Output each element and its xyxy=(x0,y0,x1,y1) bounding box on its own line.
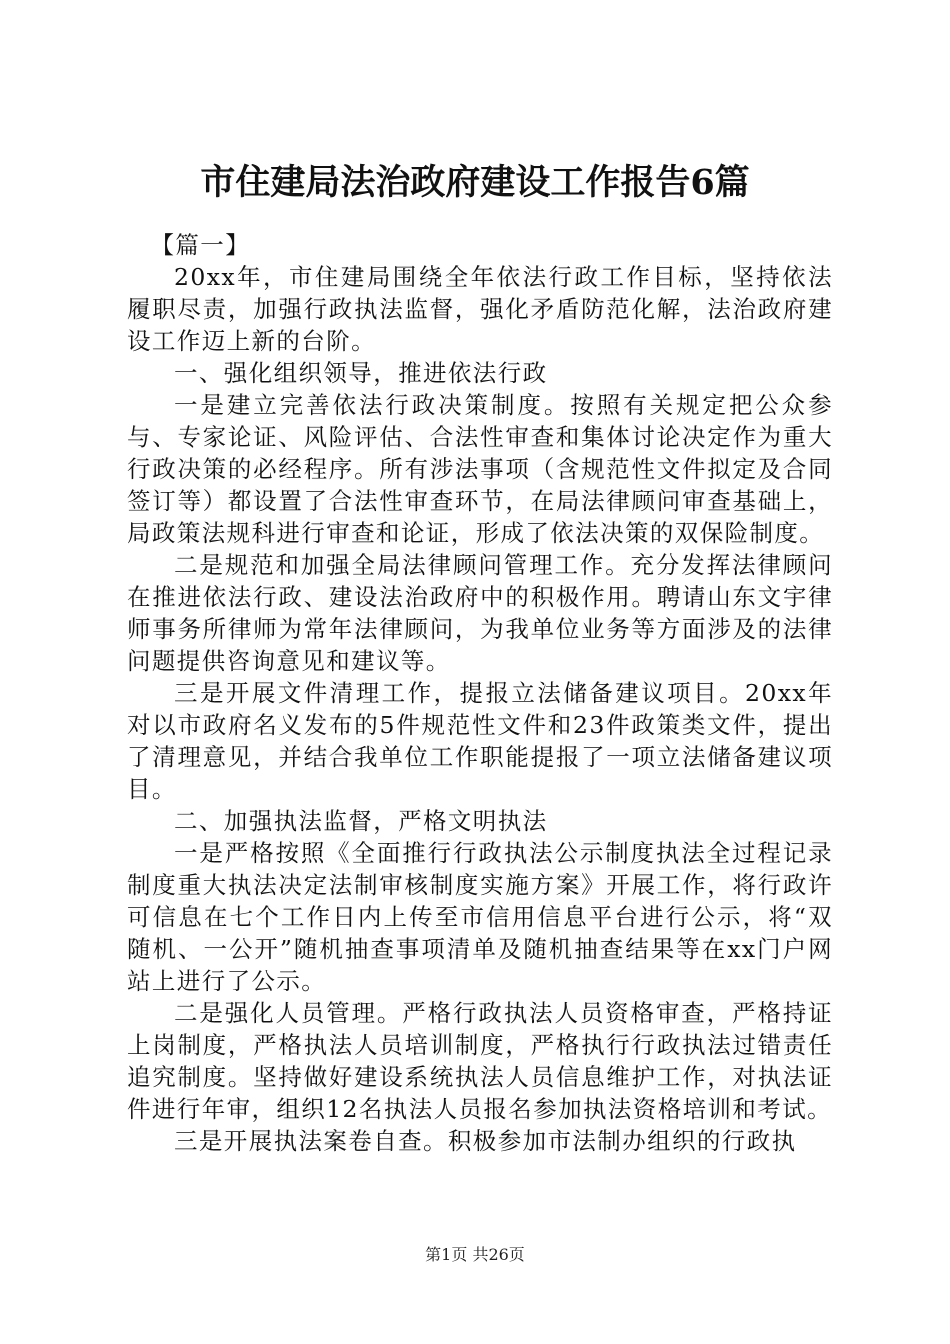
section-heading: 二、加强执法监督，严格文明执法 xyxy=(174,807,548,835)
paragraph: 一是建立完善依法行政决策制度。按照有关规定把公众参与、专家论证、风险评估、合法性审查和集体讨论决定作为重大行政决策的必经程序。所有涉法事项（含规范性文件拟定及合同签订等）都设置了合法性审查环节，在局法律顾问审查基础上，局政策法规科进行审查和论证，形成了依法决策的双保险制度。 xyxy=(127,391,833,547)
page-footer: 第1页 共26页 xyxy=(425,1245,525,1264)
section-tag: 【篇一】 xyxy=(150,231,251,259)
document-title: 市住建局法治政府建设工作报告6篇 xyxy=(200,162,750,203)
paragraph: 二是规范和加强全局法律顾问管理工作。充分发挥法律顾问在推进依法行政、建设法治政府中的积极作用。聘请山东文宇律师事务所律师为常年法律顾问，为我单位业务等方面涉及的法律问题提供咨询意见和建议等。 xyxy=(127,551,833,675)
paragraph: 一是严格按照《全面推行行政执法公示制度执法全过程记录制度重大执法决定法制审核制度实施方案》开展工作，将行政许可信息在七个工作日内上传至市信用信息平台进行公示，将“双随机、一公开”随机抽查事项清单及随机抽查结果等在xx门户网站上进行了公示。 xyxy=(127,839,833,995)
paragraph: 三是开展执法案卷自查。积极参加市法制办组织的行政执 xyxy=(174,1127,797,1155)
document-body xyxy=(127,229,833,1157)
section-heading: 一、强化组织领导，推进依法行政 xyxy=(174,359,548,387)
paragraph: 20xx年，市住建局围绕全年依法行政工作目标，坚持依法履职尽责，加强行政执法监督，强化矛盾防范化解，法治政府建设工作迈上新的台阶。 xyxy=(127,263,833,355)
paragraph: 三是开展文件清理工作，提报立法储备建议项目。20xx年对以市政府名义发布的5件规范性文件和23件政策类文件，提出了清理意见，并结合我单位工作职能提报了一项立法储备建议项目。 xyxy=(127,679,833,803)
paragraph: 二是强化人员管理。严格行政执法人员资格审查，严格持证上岗制度，严格执法人员培训制度，严格执行行政执法过错责任追究制度。坚持做好建设系统执法人员信息维护工作，对执法证件进行年审，组织12名执法人员报名参加执法资格培训和考试。 xyxy=(127,999,833,1123)
